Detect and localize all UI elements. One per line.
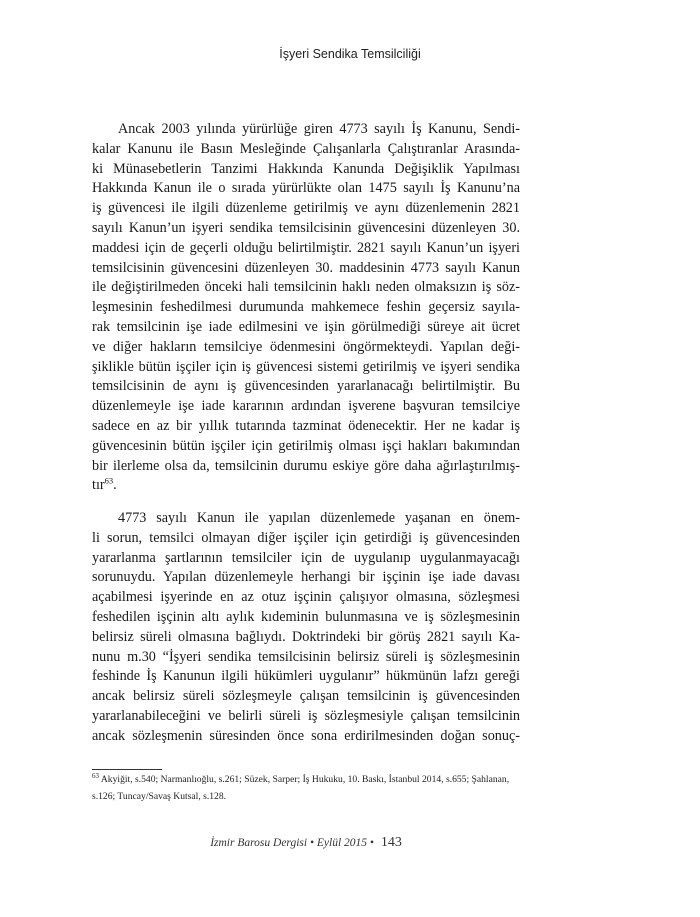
text-line: yararlanma şartlarının temsilciler için de uygulanıp uygulanmayacağı	[92, 549, 520, 566]
text-line: li sorun, temsilci olmayan diğer işçiler için getirdiği iş güvencesinden	[92, 529, 520, 546]
footnote-text: Akyiğit, s.540; Narmanlıoğlu, s.261; Süzek, Sarper; İş Hukuku, 10. Baskı, İstanbul 2014, s.655; Şahlanan,	[100, 774, 510, 785]
text-line: feshedilen işçinin altı aylık kıdeminin bulunmasına ve iş sözleşmesinin	[92, 608, 520, 625]
running-header: İşyeri Sendika Temsilciliği	[279, 47, 421, 61]
text-line: güvencesinin bütün işçiler için getirilmiş olması işçi hakları bakımından	[92, 437, 520, 454]
text-line: leşmesinin feshedilmesi durumunda mahkemece feshin geçersiz sayıla-	[92, 299, 520, 316]
footnote-line-2: s.126; Tuncay/Savaş Kutsal, s.128.	[92, 790, 227, 802]
text-line: yararlanabileceğini ve belirli süreli iş sözleşmesiyle çalışan temsilcinin	[92, 707, 520, 724]
text-line: sayılı Kanun’un işyeri sendika temsilcisinin güvencesini düzenleyen 30.	[92, 219, 520, 236]
footnote	[92, 772, 520, 805]
text-line: Ancak 2003 yılında yürürlüğe giren 4773 sayılı İş Kanunu, Sendi-	[118, 121, 520, 137]
text-line: iş güvencesi ile ilgili düzenleme getirilmiş ve aynı düzenlemenin 2821	[92, 200, 520, 217]
text-line: ile değiştirilmeden önceki hali temsilcinin haklı neden olmaksızın iş söz-	[92, 279, 520, 296]
text-line: kalar Kanunu ile Basın Mesleğinde Çalışanlarla Çalıştıranlar Arasında-	[92, 140, 520, 157]
text-line: nunu m.30 “İşyeri sendika temsilcisinin belirsiz süreli iş sözleşmesinin	[92, 648, 520, 665]
paragraph-2	[92, 509, 520, 747]
page-footer	[92, 835, 520, 851]
journal-name: İzmir Barosu Dergisi	[210, 837, 308, 849]
text-line: şiklikle bütün işçiler için iş güvencesi sistemi getirilmiş ve işyeri sendika	[92, 358, 520, 375]
text-line: temsilcisinin güvencesini düzenleyen 30. maddesinin 4773 sayılı Kanun	[92, 259, 520, 276]
text-line: bir ilerleme olsa da, temsilcinin durumu eskiye göre daha ağırlaştırılmış-	[92, 457, 520, 474]
issue-date: Eylül 2015	[316, 837, 368, 849]
footnote-line-1	[92, 772, 520, 789]
footnote-divider	[92, 769, 162, 770]
footer-separator: •	[309, 837, 314, 849]
text-line: temsilcisinin de aynı iş güvencesinden yararlanacağı belirtilmiştir. Bu	[92, 378, 520, 395]
text-line: Hakkında Kanun ile o sırada yürürlükte olan 1475 sayılı İş Kanunu’na	[92, 180, 520, 197]
text-line-last	[92, 476, 520, 496]
text-line: açabilmesi işyerinde en az otuz işçinin çalışıyor olmasına, sözleşmesi	[92, 589, 520, 606]
text-line: maddesi için de geçerli olduğu belirtilmiştir. 2821 sayılı Kanun’un işyeri	[92, 239, 520, 256]
footnote-reference[interactable]: 63	[104, 475, 114, 486]
text-line: ki Münasebetlerin Tanzimi Hakkında Kanunda Değişiklik Yapılması	[92, 160, 520, 177]
text-line: ve diğer hakların temsilciye ödenmesini öngörmekteydi. Yapılan deği-	[92, 338, 520, 355]
footnote-number: 63	[92, 771, 99, 780]
page-number: 143	[380, 835, 402, 850]
footer-separator: •	[369, 837, 374, 849]
text-line: belirsiz süreli olmasına bağlıydı. Doktrindeki bir görüş 2821 sayılı Ka-	[92, 628, 520, 645]
text-line: ancak belirsiz süreli sözleşmeyle çalışan temsilcinin iş güvencesinden	[92, 688, 520, 705]
text-line: rak temsilcinin işe iade edilmesini ve işin görülmediği süreye ait ücret	[92, 318, 520, 335]
text-line: düzenlemeyle işe iade kararının ardından işverene başvuran temsilciye	[92, 398, 520, 415]
text-line: 4773 sayılı Kanun ile yapılan düzenlemede yaşanan en önem-	[118, 510, 520, 526]
text-line: feshinde İş Kanunun ilgili hükümleri uygulanır” hükmünün lafzı gereği	[92, 668, 520, 685]
text-line: sorunuydu. Yapılan düzenlemeyle herhangi bir işçinin işe iade davası	[92, 569, 520, 586]
text-line: sadece en az bir yıllık tutarında tazminat ödenecektir. Her ne kadar iş	[92, 417, 520, 434]
last-line-end: .	[113, 477, 117, 494]
text-line: ancak sözleşmenin süresinden önce sona erdirilmesinden doğan sonuç-	[92, 727, 520, 744]
paragraph-1	[92, 120, 520, 496]
last-line-text: tır	[92, 477, 105, 494]
